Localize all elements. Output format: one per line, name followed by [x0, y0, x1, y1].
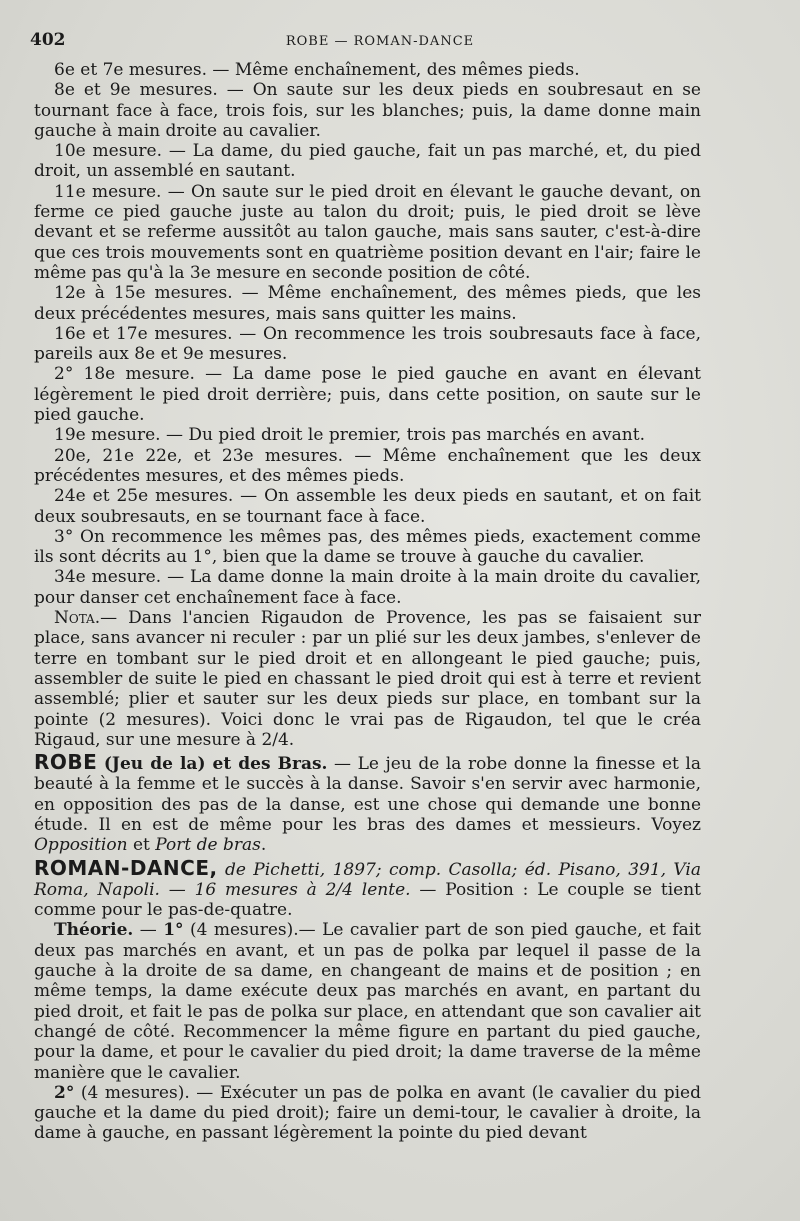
paragraph: 24e et 25e mesures. — On assemble les deux pieds en sautant, et on fait deux soubresauts, en se tournant face à face. — [34, 486, 701, 527]
paragraph: 10e mesure. — La dame, du pied gauche, fait un pas marché, et, du pied droit, un assemblé en sautant. — [34, 141, 701, 182]
robe-subtitle: (Jeu de la) et des Bras. — [103, 754, 328, 775]
headword-roman-dance: ROMAN-DANCE, — [34, 855, 218, 880]
paragraph: 6e et 7e mesures. — Même enchaînement, des mêmes pieds. — [54, 60, 580, 80]
page-header — [30, 30, 730, 54]
theorie-text: (4 mesures).— Le cavalier part de son pied gauche, et fait deux pas marchés en avant, et un pas de polka par lequel il passe de la gauche à la droite de sa dame, en changeant de mains et de position ; en même temps, la dame exécute deux pas marchés en avant, en partant du pied droit, et fait le pas de polka sur place, en attendant que son cavalier ait changé de côté. Recommencer la même figure en partant du pied gauche, pour la dame, et pour le cavalier du pied droit; la dame traverse de la même manière que le cavalier. — [34, 920, 701, 1083]
robe-conjunction: et — [127, 835, 156, 856]
nota-paragraph — [34, 608, 701, 750]
paragraph: 19e mesure. — Du pied droit le premier, trois pas marchés en avant. — [54, 425, 645, 446]
paragraph: 8e et 9e mesures. — On saute sur les deux pieds en soubresaut en se tournant face à face, trois fois, sur les blanches; puis, la dame donne main gauche à main droite au cavalier. — [34, 80, 701, 141]
entry-robe — [34, 752, 701, 855]
roman-dance-position: — Position : Le couple se tient comme pour le pas-de-quatre. — [34, 879, 702, 921]
cross-reference: Port de bras — [155, 835, 261, 856]
nota-text: — Dans l'ancien Rigaudon de Provence, les pas se faisaient sur place, sans avancer ni reculer : par un plié sur les deux jambes, s'enlever de terre en tombant sur le pied droit et en allongeant le pied gauche; puis, assembler de suite le pied en chassant le pied droit qui est à terre et revient assemblé; plier et sauter sur les deux pieds sur place, en tombant sur la pointe (2 mesures). Voici donc le vrai pas de Rigaudon, tel que le créa Rigaud, sur une mesure à 2/4. — [34, 608, 701, 750]
roman-dance-metadata: de Pichetti, 1897; comp. Casolla; éd. Pisano, 391, Via Roma, Napoli. — 16 mesures à 2/4 lente. — [34, 859, 701, 900]
theorie-paragraph — [34, 920, 701, 1082]
step-number: 1° — [163, 920, 184, 941]
paragraph: 2° 18e mesure. — La dame pose le pied gauche en avant en élevant légèrement le pied droit derrière; puis, dans cette position, on saute sur le pied gauche. — [34, 364, 701, 426]
paragraph: 3° On recommence les mêmes pas, des mêmes pieds, exactement comme ils sont décrits au 1°, bien que la dame se trouve à gauche du cavalier. — [34, 526, 701, 568]
entry-roman-dance — [34, 855, 702, 921]
paragraph: 20e, 21e 22e, et 23e mesures. — Même enchaînement que les deux précédentes mesures, et des mêmes pieds. — [34, 445, 701, 486]
nota-label: Nota. — [54, 608, 101, 629]
page-body — [34, 60, 701, 1144]
robe-text: — Le jeu de la robe donne la finesse et la beauté à la femme et le succès à la danse. Savoir s'en servir avec harmonie, en opposition des pas de la danse, est une chose qui demande une bonne étude. Il en est de même pour les bras des dames et messieurs. Voyez — [34, 754, 701, 835]
theorie-label: Théorie. — [54, 920, 134, 941]
theorie-dash: — — [133, 920, 164, 941]
paragraph: 11e mesure. — On saute sur le pied droit en élevant le gauche devant, on ferme ce pied gauche juste au talon du droit; puis, le pied droit se lève devant et se referme aussitôt au talon gauche, mais sans sauter, c'est-à-dire que ces trois mouvements sont en quatrième position devant en l'air; faire le même pas qu'à la 3e mesure en seconde position de côté. — [34, 181, 701, 283]
paragraph: 12e à 15e mesures. — Même enchaînement, des mêmes pieds, que les deux précédentes mesures, mais sans quitter les mains. — [34, 283, 701, 324]
paragraph: 16e et 17e mesures. — On recommence les trois soubresauts face à face, pareils aux 8e et 9e mesures. — [34, 323, 701, 365]
step-number: 2° — [54, 1082, 75, 1103]
headword-robe: ROBE — [34, 750, 98, 775]
step-two-text: (4 mesures). — Exécuter un pas de polka en avant (le cavalier du pied gauche et la dame du pied droit); faire un demi-tour, le cavalier à droite, la dame à gauche, en passant légèrement la pointe du pied devant — [34, 1082, 701, 1144]
step-two-paragraph — [34, 1083, 701, 1144]
running-head: ROBE — ROMAN-DANCE — [285, 34, 475, 49]
paragraph: 34e mesure. — La dame donne la main droite à la main droite du cavalier, pour danser cet enchaînement face à face. — [34, 567, 701, 608]
cross-reference: Opposition — [34, 835, 128, 856]
robe-end: . — [260, 835, 267, 856]
page-number: 402 — [30, 30, 66, 50]
